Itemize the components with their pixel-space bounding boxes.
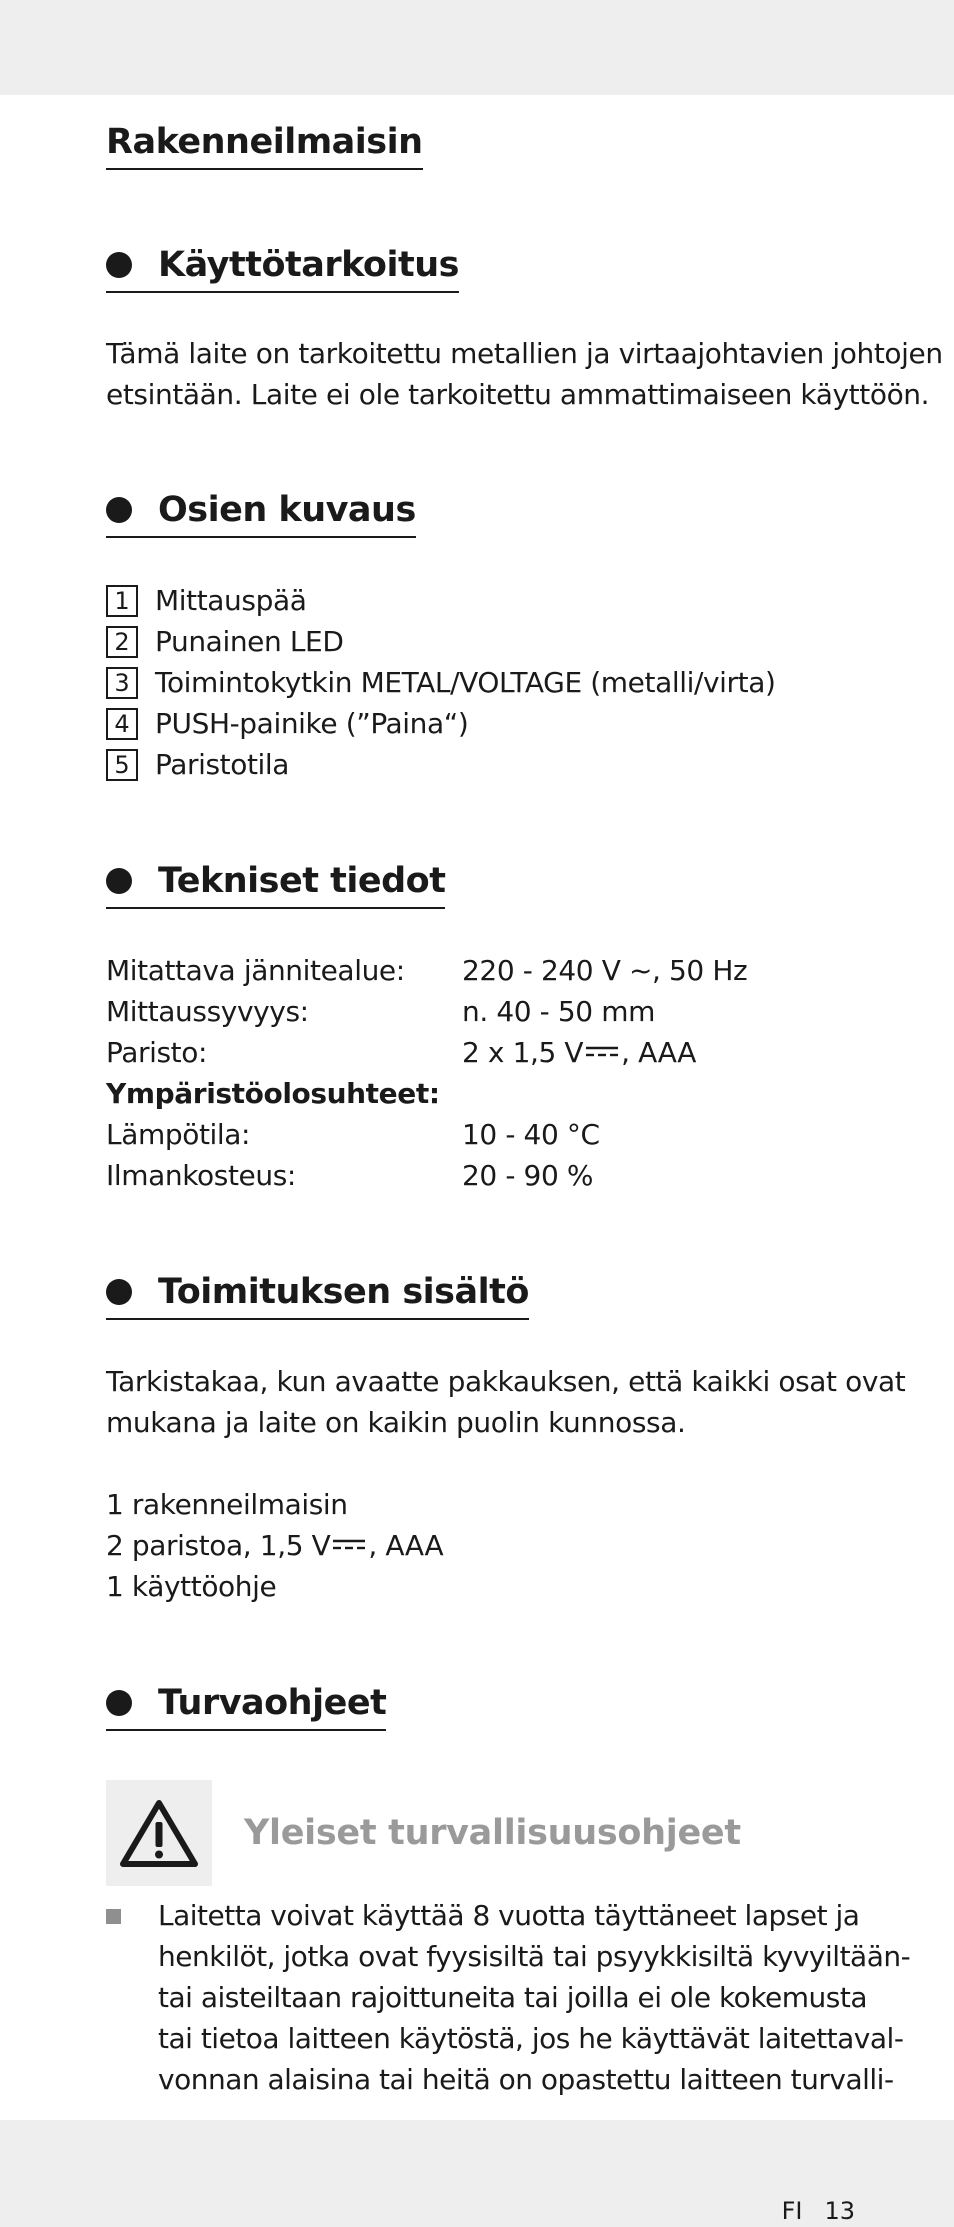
delivery-item-suffix: , AAA (368, 1529, 444, 1562)
section-heading-safety (106, 1683, 386, 1731)
section-heading-purpose-text: Käyttötarkoitus (158, 245, 459, 285)
parts-list-item (106, 662, 776, 703)
battery-value-suffix: , AAA (621, 1036, 696, 1069)
footer-page-number: 13 (824, 2197, 855, 2225)
safety-line: tai tietoa laitteen käytöstä, jos he käyttävät laitettaval- (158, 2022, 904, 2055)
delivery-item: 1 käyttöohje (106, 1570, 277, 1603)
parts-list-item (106, 580, 776, 621)
delivery-item: 1 rakenneilmaisin (106, 1488, 348, 1521)
bullet-icon (106, 497, 132, 523)
parts-list-item (106, 744, 776, 785)
top-band (0, 0, 954, 95)
part-number-box: 1 (106, 585, 138, 617)
part-label: PUSH-painike (”Paina“) (155, 707, 469, 740)
part-number-box: 5 (106, 749, 138, 781)
bullet-icon (106, 1690, 132, 1716)
part-number-box: 4 (106, 708, 138, 740)
spec-row-depth (106, 991, 747, 1032)
part-number-box: 2 (106, 626, 138, 658)
delivery-paragraph (106, 1361, 905, 1443)
footer-language: FI (781, 2197, 803, 2225)
warning-title: Yleiset turvallisuusohjeet (244, 1813, 741, 1853)
spec-label: Paristo: (106, 1036, 208, 1069)
warning-triangle-icon (119, 1798, 199, 1868)
part-label: Paristotila (155, 748, 290, 781)
part-label: Toimintokytkin METAL/VOLTAGE (metalli/virta) (155, 666, 776, 699)
warning-icon-box (106, 1780, 212, 1886)
section-heading-delivery-text: Toimituksen sisältö (158, 1272, 529, 1312)
safety-list-item (106, 1895, 910, 2100)
delivery-line: Tarkistakaa, kun avaatte pakkauksen, että kaikki osat ovat (106, 1365, 906, 1398)
page-title: Rakenneilmaisin (106, 122, 423, 170)
spec-label: Mittaussyvyys: (106, 995, 309, 1028)
purpose-line: Tämä laite on tarkoitettu metallien ja virtaajohtavien johtojen (106, 337, 943, 370)
safety-line: tai aisteiltaan rajoittuneita tai joilla ei ole kokemusta (158, 1981, 868, 2014)
dc-symbol-icon (585, 1045, 619, 1059)
spec-label: Lämpötila: (106, 1118, 251, 1151)
delivery-line: mukana ja laite on kaikin puolin kunnossa. (106, 1406, 686, 1439)
section-heading-delivery (106, 1272, 529, 1320)
env-heading: Ympäristöolosuhteet: (106, 1077, 440, 1110)
page-footer (782, 2197, 855, 2225)
delivery-contents-list (106, 1484, 443, 1607)
dc-symbol-icon (332, 1538, 366, 1552)
spec-label: Mitattava jännitealue: (106, 954, 405, 987)
safety-line: vonnan alaisina tai heitä on opastettu laitteen turvalli- (158, 2063, 894, 2096)
spec-label: Ilmankosteus: (106, 1159, 296, 1192)
safety-list-text (158, 1895, 910, 2100)
purpose-line: etsintään. Laite ei ole tarkoitettu ammattimaiseen käyttöön. (106, 378, 930, 411)
section-heading-purpose (106, 245, 459, 293)
section-heading-specs (106, 861, 445, 909)
parts-list-item (106, 621, 776, 662)
spec-row-temperature (106, 1114, 747, 1155)
part-label: Mittauspää (155, 584, 307, 617)
purpose-paragraph (106, 333, 943, 415)
section-heading-parts-text: Osien kuvaus (158, 490, 416, 530)
spec-value: 220 - 240 V ~, 50 Hz (462, 954, 748, 987)
part-number-box: 3 (106, 667, 138, 699)
bullet-icon (106, 252, 132, 278)
section-heading-parts (106, 490, 416, 538)
warning-block (106, 1780, 741, 1886)
parts-list-item (106, 703, 776, 744)
bullet-icon (106, 868, 132, 894)
spec-value (462, 1036, 696, 1069)
delivery-item-text: 2 paristoa, 1,5 V (106, 1529, 331, 1562)
spec-row-voltage (106, 950, 747, 991)
spec-value: 20 - 90 % (462, 1159, 594, 1192)
spec-value: 10 - 40 °C (462, 1118, 600, 1151)
delivery-item (106, 1525, 443, 1566)
part-label: Punainen LED (155, 625, 344, 658)
spec-row-battery (106, 1032, 747, 1073)
section-heading-safety-text: Turvaohjeet (158, 1683, 387, 1723)
battery-value-text: 2 x 1,5 V (462, 1036, 584, 1069)
spec-value: n. 40 - 50 mm (462, 995, 655, 1028)
parts-list (106, 580, 776, 785)
bullet-icon (106, 1279, 132, 1305)
spec-row-humidity (106, 1155, 747, 1196)
section-heading-specs-text: Tekniset tiedot (158, 861, 446, 901)
safety-line: Laitetta voivat käyttää 8 vuotta täyttäneet lapset ja (158, 1899, 860, 1932)
square-bullet-icon (106, 1909, 121, 1924)
specs-table (106, 950, 747, 1196)
safety-line: henkilöt, jotka ovat fyysisiltä tai psyykkisiltä kyvyiltään- (158, 1940, 911, 1973)
